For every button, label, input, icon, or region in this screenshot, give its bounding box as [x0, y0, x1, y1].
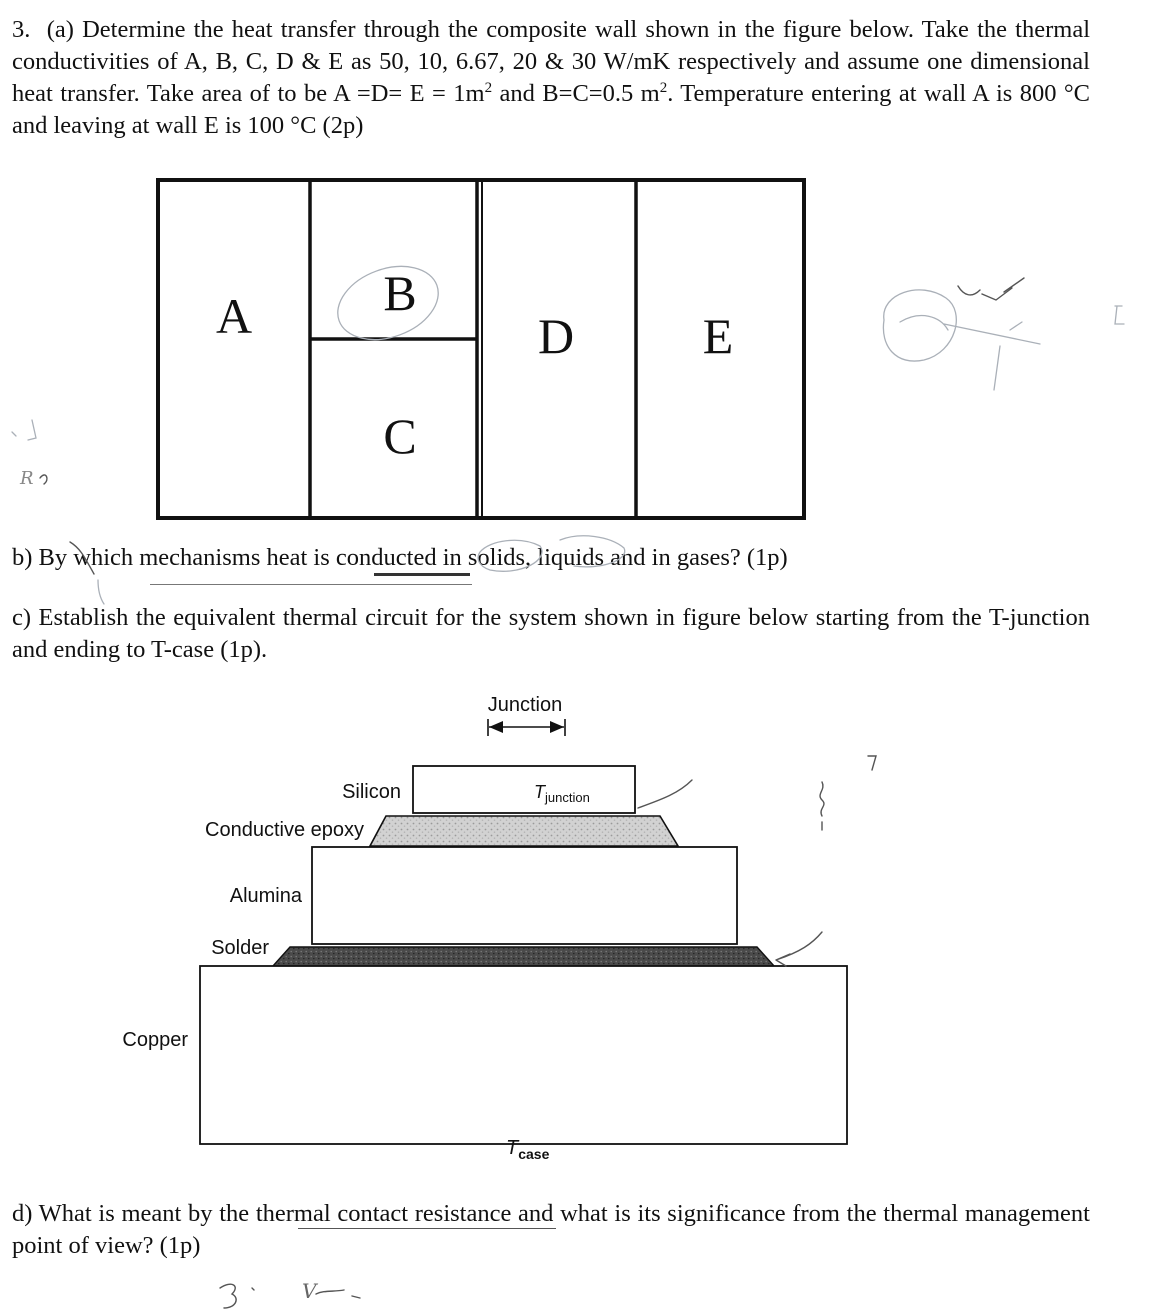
- layer-label-d: D: [537, 308, 575, 364]
- junction-dimension-arrow: [488, 719, 565, 736]
- pencil-mark: [1115, 306, 1124, 324]
- t-case-label: $T_{case}$: [506, 1137, 550, 1162]
- pencil-mark: [12, 420, 36, 440]
- pencil-letter: R: [20, 468, 34, 489]
- question-a-end: . Temperature entering at wall A is 800 °C and leaving at wall E is 100 °C (2p): [12, 80, 1091, 139]
- pen-stroke: [638, 780, 692, 808]
- pencil-stroke: [900, 316, 948, 330]
- layer-label-a: A: [215, 288, 253, 344]
- question-a-text: [12, 14, 1090, 142]
- alumina-layer: [312, 847, 737, 944]
- question-d-text: d) What is meant by the thermal contact resistance and what is its significance from the thermal management point of view? (1p): [12, 1200, 1090, 1259]
- junction-label: Junction: [487, 694, 563, 716]
- pen-squiggle: [820, 782, 824, 830]
- question-number: 3.: [12, 16, 31, 43]
- question-b-text: b) By which mechanisms heat is conducted in solids, liquids and in gases? (1p): [12, 544, 788, 571]
- copper-label: Copper: [122, 1029, 188, 1051]
- question-part: (a): [46, 16, 74, 43]
- alumina-label: Alumina: [229, 885, 302, 907]
- pen-mark: [868, 756, 876, 770]
- conductive-epoxy-layer: [370, 816, 678, 846]
- layer-label-c: C: [383, 408, 417, 464]
- pen-scribble: [958, 278, 1024, 300]
- pen-dot: [252, 1288, 254, 1290]
- pen-scribble: [316, 1290, 360, 1298]
- pen-underline: [298, 1228, 556, 1229]
- pencil-circle: [883, 290, 956, 361]
- pen-underline: [150, 584, 472, 585]
- silicon-label: Silicon: [342, 781, 401, 803]
- pen-scribble: [220, 1284, 236, 1308]
- solder-label: Solder: [211, 937, 269, 959]
- package-stack-figure: [100, 690, 900, 1170]
- pencil-mark: [40, 475, 47, 484]
- pen-arrow: [776, 932, 822, 966]
- question-a-mid: and B=C=0.5 m: [492, 80, 660, 107]
- silicon-layer: [413, 766, 635, 813]
- question-c-text: c) Establish the equivalent thermal circuit for the system shown in figure below starting from the T-junction and ending to T-case (1p).: [12, 604, 1090, 663]
- superscript: 2: [484, 79, 493, 96]
- layer-label-b: B: [383, 265, 417, 321]
- conductive-epoxy-label: Conductive epoxy: [205, 819, 364, 841]
- pen-underline: [374, 573, 470, 576]
- t-junction-label: $T_{junction}$: [534, 782, 590, 805]
- pencil-arrow: [944, 322, 1040, 390]
- handwritten-note: V: [302, 1279, 317, 1303]
- copper-layer: [200, 966, 847, 1144]
- question-a-body: Determine the heat transfer through the composite wall shown in the figure below. Take the thermal conductivities of A, B, C, D & E as 50, 10, 6.67, 20 & 30 W/mK respectively and assume one dimensional heat transfer. Take area of to be A =D= E = 1m: [12, 16, 1091, 107]
- composite-wall-figure: [156, 178, 806, 520]
- solder-layer: [272, 947, 775, 967]
- pencil-stroke: [98, 580, 104, 604]
- layer-label-e: E: [702, 308, 734, 364]
- superscript: 2: [659, 79, 668, 96]
